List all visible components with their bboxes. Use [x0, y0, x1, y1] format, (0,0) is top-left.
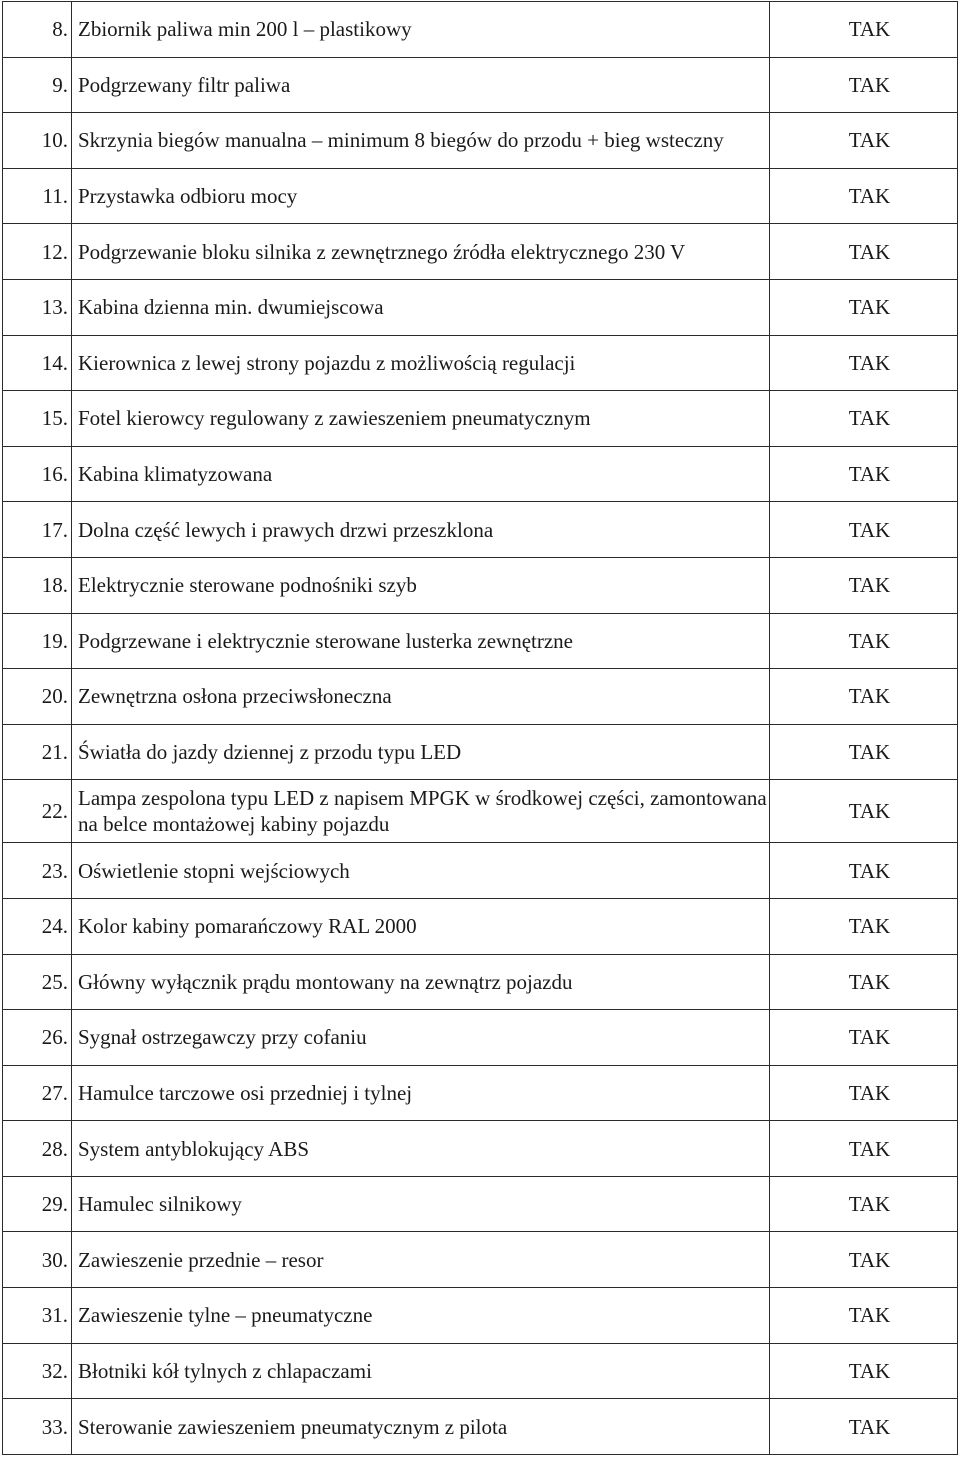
- row-description: Lampa zespolona typu LED z napisem MPGK w środkowej części, zamontowana na belce montażowej kabiny pojazdu: [72, 780, 770, 843]
- row-value: TAK: [770, 335, 958, 391]
- row-description: Sygnał ostrzegawczy przy cofaniu: [72, 1010, 770, 1066]
- row-value: TAK: [770, 724, 958, 780]
- row-number: 18.: [3, 557, 72, 613]
- row-description: Hamulce tarczowe osi przedniej i tylnej: [72, 1065, 770, 1121]
- row-value: TAK: [770, 224, 958, 280]
- table-row: [3, 391, 958, 447]
- row-number: 26.: [3, 1010, 72, 1066]
- row-value: TAK: [770, 954, 958, 1010]
- row-number: 33.: [3, 1399, 72, 1455]
- row-value: TAK: [770, 780, 958, 843]
- table-row: [3, 113, 958, 169]
- row-description: Błotniki kół tylnych z chlapaczami: [72, 1343, 770, 1399]
- row-description: Hamulec silnikowy: [72, 1176, 770, 1232]
- row-number: 11.: [3, 168, 72, 224]
- row-number: 24.: [3, 898, 72, 954]
- row-description: System antyblokujący ABS: [72, 1121, 770, 1177]
- row-description: Zawieszenie przednie – resor: [72, 1232, 770, 1288]
- row-value: TAK: [770, 1399, 958, 1455]
- row-description: Podgrzewane i elektrycznie sterowane lusterka zewnętrzne: [72, 613, 770, 669]
- row-number: 9.: [3, 57, 72, 113]
- row-number: 17.: [3, 502, 72, 558]
- row-number: 16.: [3, 446, 72, 502]
- row-value: TAK: [770, 2, 958, 58]
- row-value: TAK: [770, 898, 958, 954]
- row-description: Skrzynia biegów manualna – minimum 8 biegów do przodu + bieg wsteczny: [72, 113, 770, 169]
- row-number: 29.: [3, 1176, 72, 1232]
- table-row: [3, 724, 958, 780]
- row-number: 23.: [3, 843, 72, 899]
- table-row: [3, 502, 958, 558]
- row-description: Kierownica z lewej strony pojazdu z możliwością regulacji: [72, 335, 770, 391]
- table-row: [3, 279, 958, 335]
- table-row: [3, 446, 958, 502]
- table-row: [3, 954, 958, 1010]
- row-description: Sterowanie zawieszeniem pneumatycznym z pilota: [72, 1399, 770, 1455]
- row-number: 31.: [3, 1288, 72, 1344]
- row-number: 21.: [3, 724, 72, 780]
- row-number: 8.: [3, 2, 72, 58]
- row-description: Fotel kierowcy regulowany z zawieszeniem pneumatycznym: [72, 391, 770, 447]
- table-row: [3, 335, 958, 391]
- row-number: 15.: [3, 391, 72, 447]
- row-description: Oświetlenie stopni wejściowych: [72, 843, 770, 899]
- row-value: TAK: [770, 113, 958, 169]
- row-description: Kabina klimatyzowana: [72, 446, 770, 502]
- row-description: Kolor kabiny pomarańczowy RAL 2000: [72, 898, 770, 954]
- row-number: 32.: [3, 1343, 72, 1399]
- row-number: 19.: [3, 613, 72, 669]
- table-row: [3, 1399, 958, 1455]
- table-row: [3, 1176, 958, 1232]
- row-value: TAK: [770, 1343, 958, 1399]
- row-value: TAK: [770, 1288, 958, 1344]
- row-value: TAK: [770, 669, 958, 725]
- row-value: TAK: [770, 613, 958, 669]
- table-row: [3, 557, 958, 613]
- specification-table: [2, 1, 958, 1455]
- row-description: Podgrzewanie bloku silnika z zewnętrznego źródła elektrycznego 230 V: [72, 224, 770, 280]
- row-value: TAK: [770, 1121, 958, 1177]
- row-value: TAK: [770, 1176, 958, 1232]
- row-number: 22.: [3, 780, 72, 843]
- row-value: TAK: [770, 279, 958, 335]
- row-number: 20.: [3, 669, 72, 725]
- table-row: [3, 1010, 958, 1066]
- row-description: Kabina dzienna min. dwumiejscowa: [72, 279, 770, 335]
- table-row: [3, 1121, 958, 1177]
- row-value: TAK: [770, 502, 958, 558]
- row-value: TAK: [770, 391, 958, 447]
- row-number: 30.: [3, 1232, 72, 1288]
- row-description: Dolna część lewych i prawych drzwi przeszklona: [72, 502, 770, 558]
- table-row: [3, 843, 958, 899]
- row-value: TAK: [770, 557, 958, 613]
- row-description: Zbiornik paliwa min 200 l – plastikowy: [72, 2, 770, 58]
- table-row: [3, 780, 958, 843]
- row-value: TAK: [770, 1232, 958, 1288]
- row-number: 10.: [3, 113, 72, 169]
- row-value: TAK: [770, 446, 958, 502]
- row-description: Zewnętrzna osłona przeciwsłoneczna: [72, 669, 770, 725]
- row-number: 25.: [3, 954, 72, 1010]
- table-row: [3, 168, 958, 224]
- row-description: Główny wyłącznik prądu montowany na zewnątrz pojazdu: [72, 954, 770, 1010]
- row-description: Światła do jazdy dziennej z przodu typu LED: [72, 724, 770, 780]
- row-number: 13.: [3, 279, 72, 335]
- table-row: [3, 1065, 958, 1121]
- row-number: 27.: [3, 1065, 72, 1121]
- table-row: [3, 1232, 958, 1288]
- row-value: TAK: [770, 57, 958, 113]
- row-description: Przystawka odbioru mocy: [72, 168, 770, 224]
- table-row: [3, 669, 958, 725]
- table-row: [3, 1288, 958, 1344]
- table-row: [3, 57, 958, 113]
- row-description: Zawieszenie tylne – pneumatyczne: [72, 1288, 770, 1344]
- row-number: 12.: [3, 224, 72, 280]
- row-description: Elektrycznie sterowane podnośniki szyb: [72, 557, 770, 613]
- row-value: TAK: [770, 1010, 958, 1066]
- row-description: Podgrzewany filtr paliwa: [72, 57, 770, 113]
- row-value: TAK: [770, 1065, 958, 1121]
- row-number: 28.: [3, 1121, 72, 1177]
- table-row: [3, 224, 958, 280]
- table-row: [3, 898, 958, 954]
- table-row: [3, 2, 958, 58]
- row-value: TAK: [770, 168, 958, 224]
- table-row: [3, 1343, 958, 1399]
- row-number: 14.: [3, 335, 72, 391]
- table-row: [3, 613, 958, 669]
- row-value: TAK: [770, 843, 958, 899]
